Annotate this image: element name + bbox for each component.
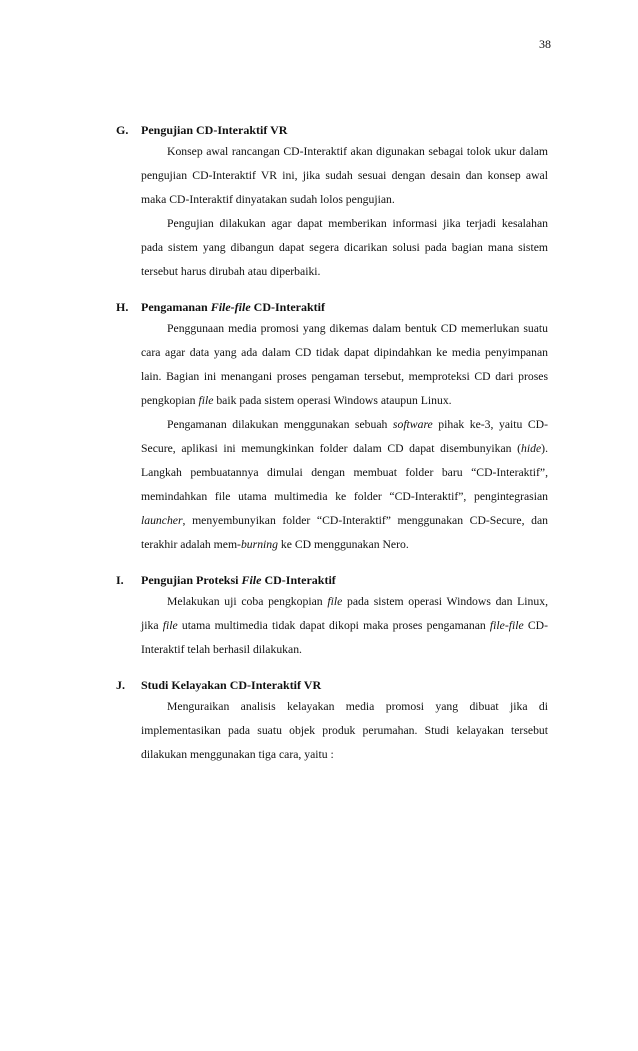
section-h-title: [141, 297, 325, 317]
section-i-title-a: Pengujian Proteksi: [141, 573, 242, 587]
section-i-p1e: utama multimedia tidak dapat dikopi maka proses pengamanan: [177, 619, 490, 632]
section-h-paragraph-1: [116, 317, 548, 413]
section-h-title-b: File-file: [210, 300, 251, 314]
section-i: [116, 570, 548, 662]
section-h-p2g: , menyembunyikan folder “CD-Interaktif” menggunakan CD-Secure, dan terakhir adalah mem-: [141, 514, 548, 551]
section-i-paragraph-1: [116, 590, 548, 662]
section-g-p2-text: Pengujian dilakukan agar dapat memberikan informasi jika terjadi kesalahan pada sistem yang dibangun dapat segera dicarikan solusi pada bagian mana sistem tersebut harus dirubah atau diperbaiki.: [141, 217, 548, 278]
section-i-p1f: file-file: [489, 619, 524, 632]
section-i-p1c: pada sistem operasi Windows dan Linux, jika: [141, 595, 548, 632]
section-h-p2h: burning: [240, 538, 278, 551]
section-i-p1g: CD-Interaktif telah berhasil dilakukan.: [141, 619, 548, 656]
section-i-title: [141, 570, 336, 590]
section-j-heading: [116, 675, 548, 695]
section-j-title: Studi Kelayakan CD-Interaktif VR: [141, 678, 322, 692]
section-h-p2e: ). Langkah pembuatannya dimulai dengan membuat folder baru “CD-Interaktif”, memindahkan file utama multimedia ke folder “CD-Interaktif”, pengintegrasian: [141, 442, 548, 503]
section-g-letter: G.: [116, 123, 129, 137]
section-h-title-c: CD-Interaktif: [250, 300, 325, 314]
section-h-p2b: software: [392, 418, 433, 431]
section-h-p2d: hide: [521, 442, 542, 455]
section-h-heading: [116, 297, 548, 317]
section-h-p2a: Pengamanan dilakukan menggunakan sebuah: [167, 418, 393, 431]
section-h-p1b: file: [198, 394, 214, 407]
section-i-p1d: file: [162, 619, 178, 632]
section-g-paragraph-2: [116, 212, 548, 284]
section-g-p1-text: Konsep awal rancangan CD-Interaktif akan digunakan sebagai tolok ukur dalam pengujian CD-Interaktif VR ini, jika sudah sesuai dengan desain dan konsep awal maka CD-Interaktif dinyatakan sudah lolos pengujian.: [141, 145, 548, 206]
document-body: [116, 120, 548, 780]
section-h-p1c: baik pada sistem operasi Windows ataupun Linux.: [213, 394, 452, 407]
section-j-letter: J.: [116, 678, 125, 692]
section-h: [116, 297, 548, 557]
section-h-letter: H.: [116, 300, 129, 314]
section-h-paragraph-2: [116, 413, 548, 557]
section-j: [116, 675, 548, 767]
section-i-p1b: file: [327, 595, 343, 608]
section-i-p1a: Melakukan uji coba pengkopian: [167, 595, 328, 608]
section-g-heading: [116, 120, 548, 140]
section-h-p2i: ke CD menggunakan Nero.: [277, 538, 409, 551]
section-h-p2c: pihak ke-3, yaitu CD-Secure, aplikasi ini memungkinkan folder dalam CD dapat disembunyikan (: [141, 418, 548, 455]
section-g-paragraph-1: [116, 140, 548, 212]
page-number: 38: [539, 37, 551, 51]
section-g: [116, 120, 548, 284]
section-h-title-a: Pengamanan: [141, 300, 211, 314]
section-i-heading: [116, 570, 548, 590]
section-h-p2f: launcher: [141, 514, 183, 527]
section-i-title-c: CD-Interaktif: [261, 573, 336, 587]
section-g-title: Pengujian CD-Interaktif VR: [141, 123, 288, 137]
section-j-paragraph-1: [116, 695, 548, 767]
section-i-title-b: File: [241, 573, 262, 587]
section-h-p1a: Penggunaan media promosi yang dikemas dalam bentuk CD memerlukan suatu cara agar data yang ada dalam CD tidak dapat dipindahkan ke media penyimpanan lain. Bagian ini menangani proses pengaman tersebut, memproteksi CD dari proses pengkopian: [141, 322, 548, 407]
section-i-letter: I.: [116, 573, 124, 587]
section-j-p1-text: Menguraikan analisis kelayakan media promosi yang dibuat jika di implementasikan pada suatu objek produk perumahan. Studi kelayakan tersebut dilakukan menggunakan tiga cara, yaitu :: [141, 700, 548, 761]
